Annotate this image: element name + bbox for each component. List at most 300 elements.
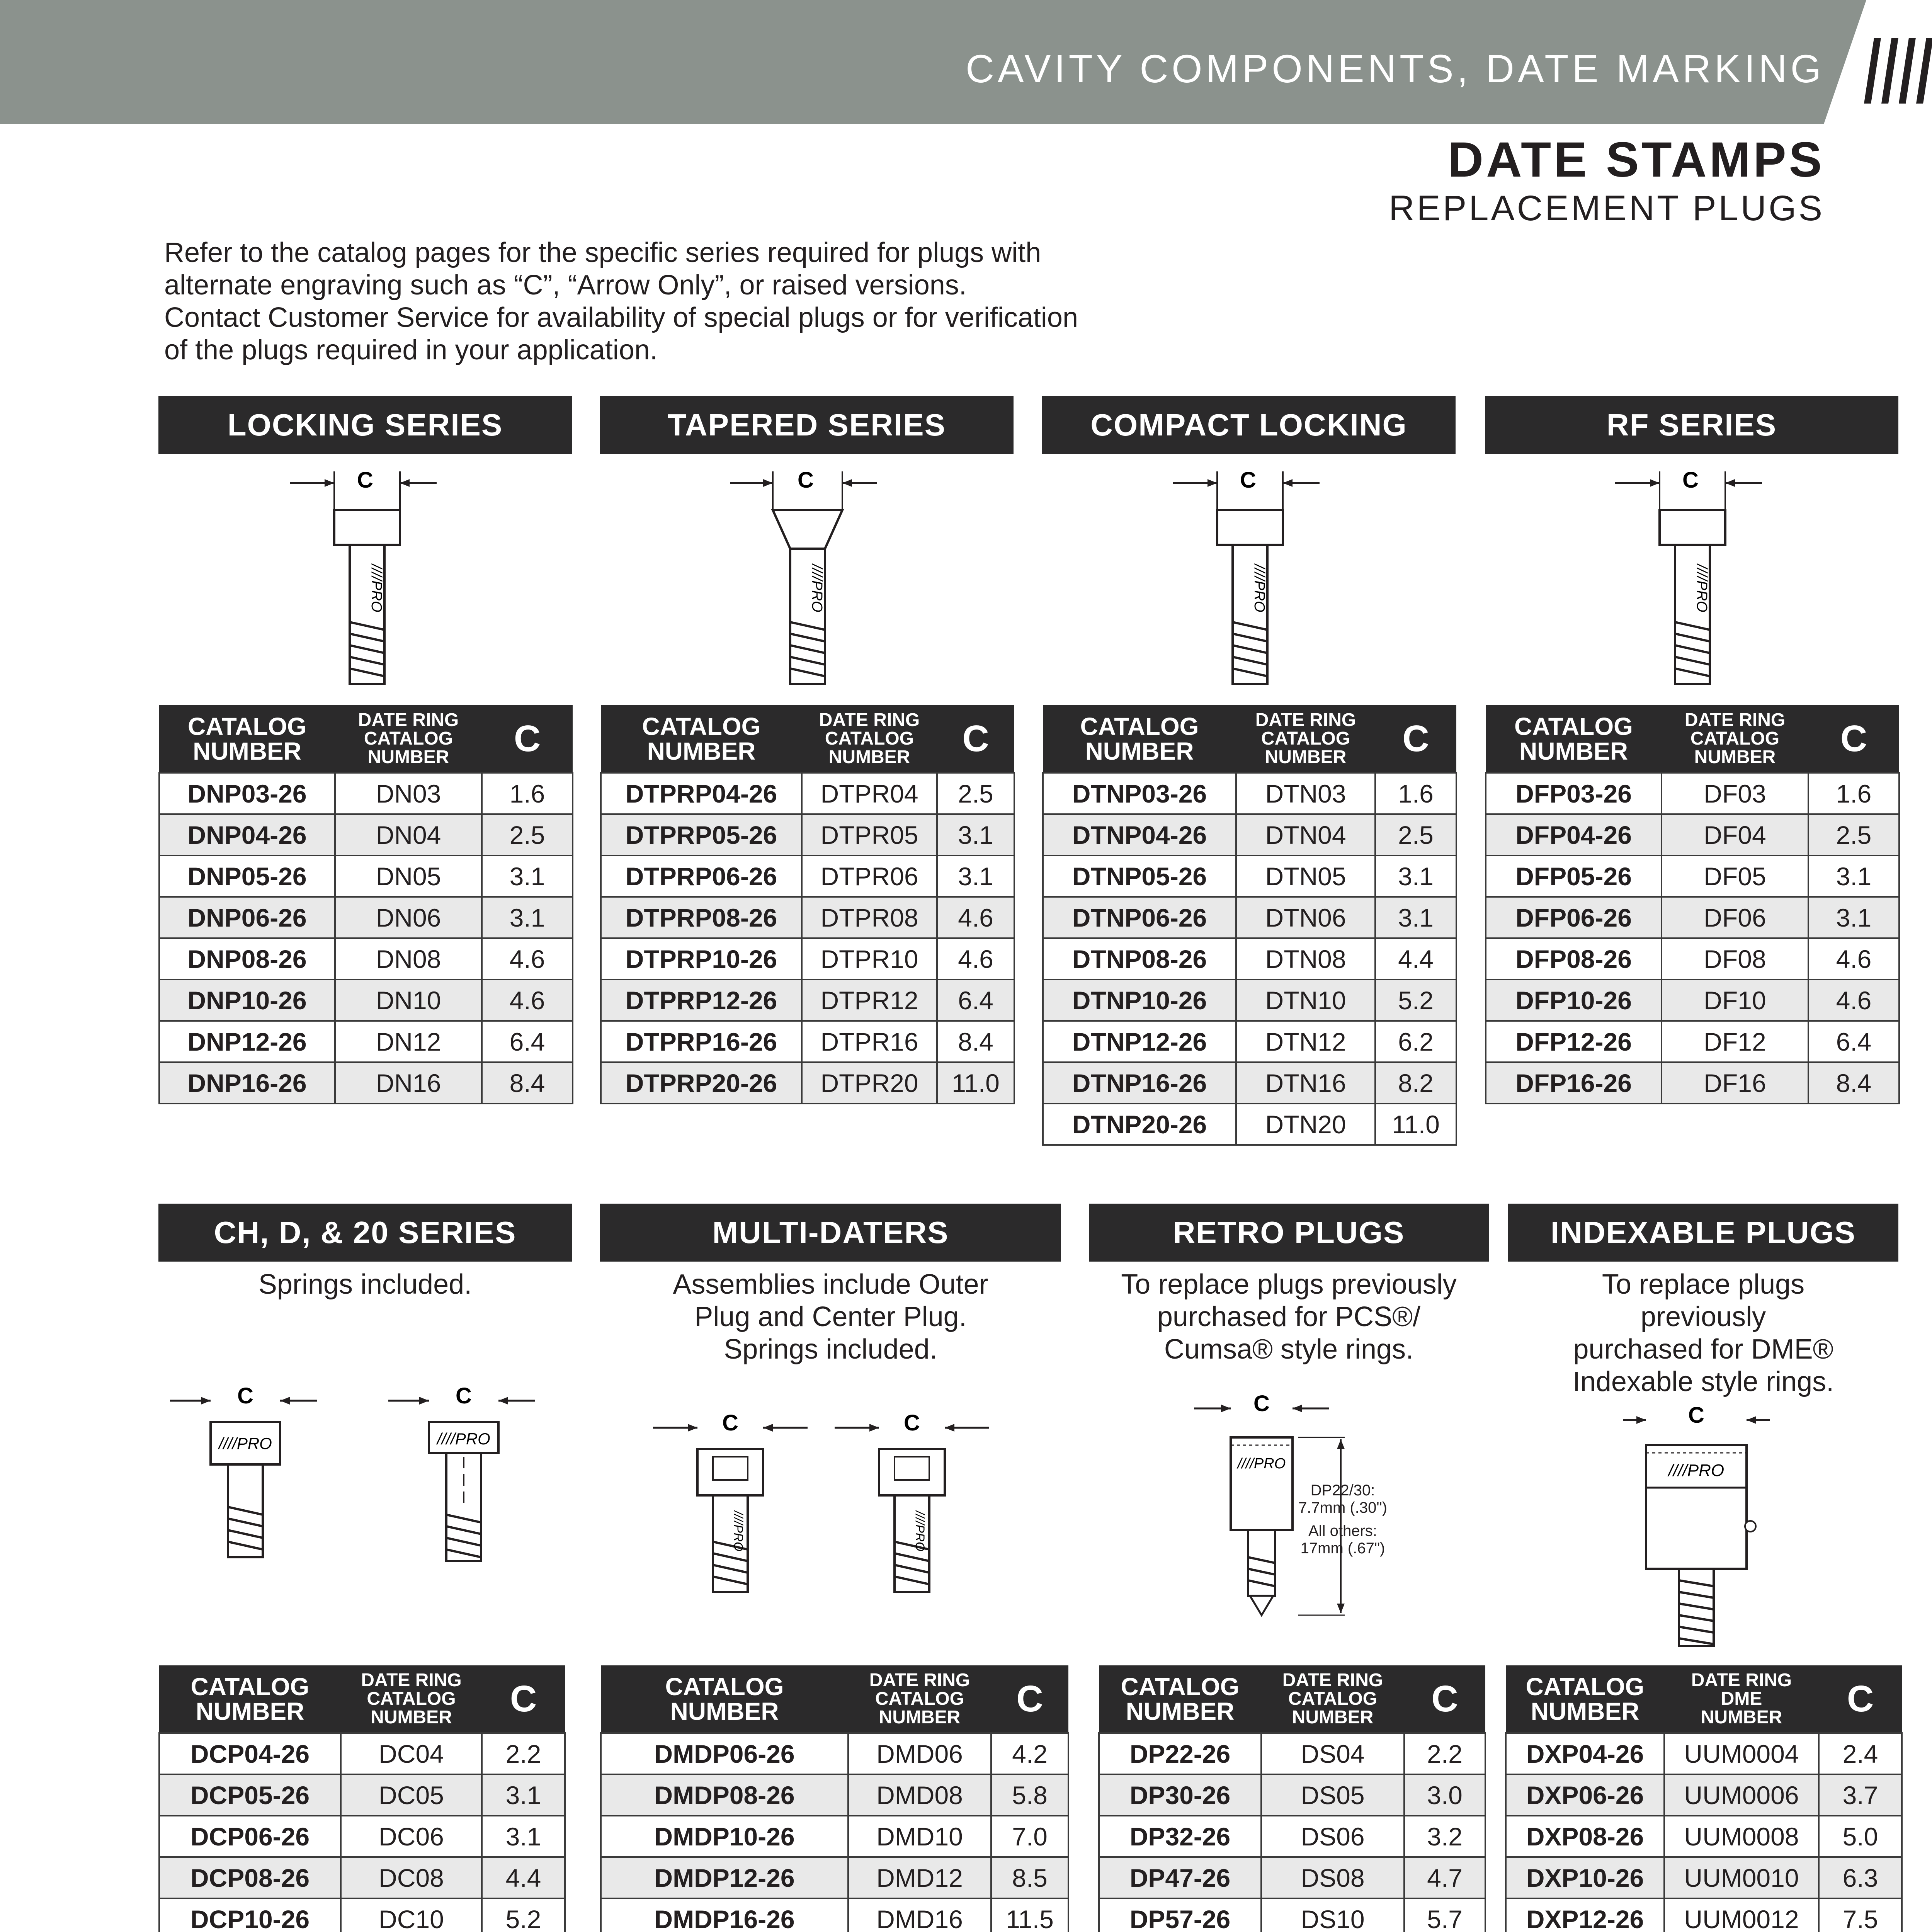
catalog-number-cell: DMDP08-26 xyxy=(601,1774,848,1816)
table-row xyxy=(601,1062,1014,1104)
col-catalog-number xyxy=(601,705,802,773)
table-row xyxy=(1043,1062,1456,1104)
col-catalog-number xyxy=(1099,1665,1261,1733)
table-row xyxy=(601,938,1014,980)
c-value-cell: 3.1 xyxy=(1375,855,1456,897)
c-value-cell: 11.0 xyxy=(1375,1104,1456,1145)
table-row xyxy=(1486,980,1899,1021)
catalog-number-cell: DNP10-26 xyxy=(159,980,335,1021)
rf-series-header: RF SERIES xyxy=(1485,396,1898,454)
c-value-cell: 5.2 xyxy=(1375,980,1456,1021)
header-text: NUMBER xyxy=(670,1697,779,1725)
c-value-cell: 8.4 xyxy=(937,1021,1014,1062)
header-text: CATALOG xyxy=(367,1688,456,1709)
header-text: NUMBER xyxy=(1265,747,1347,767)
multi-dater-plug-1 xyxy=(653,1410,808,1592)
multi-dater-plug-diagram xyxy=(641,1406,1028,1607)
c-value-cell: 4.4 xyxy=(1375,938,1456,980)
col-date-ring-number xyxy=(335,705,482,773)
col-c: C xyxy=(1375,705,1456,773)
catalog-number-cell: DTNP05-26 xyxy=(1043,855,1236,897)
date-ring-number-cell: DTPR20 xyxy=(802,1062,937,1104)
catalog-number-cell: DTPRP06-26 xyxy=(601,855,802,897)
header-text: CATALOG xyxy=(188,712,306,740)
col-catalog-number xyxy=(159,705,335,773)
c-value-cell: 6.3 xyxy=(1819,1857,1902,1898)
catalog-number-cell: DFP03-26 xyxy=(1486,773,1662,814)
table-row xyxy=(601,1021,1014,1062)
date-ring-number-cell: DF03 xyxy=(1662,773,1808,814)
date-ring-number-cell: DN08 xyxy=(335,938,482,980)
header-text: CATALOG xyxy=(642,712,761,740)
table-row xyxy=(1486,938,1899,980)
table-header-row xyxy=(1486,705,1899,773)
dimension-c-label: C xyxy=(1688,1403,1704,1428)
ch-series-table xyxy=(158,1665,566,1932)
intro-line: Refer to the catalog pages for the specific series required for plugs with xyxy=(164,237,1041,268)
ch-plug-short xyxy=(170,1383,317,1557)
date-ring-number-cell: DN03 xyxy=(335,773,482,814)
c-value-cell: 5.2 xyxy=(482,1898,565,1932)
catalog-number-cell: DTNP20-26 xyxy=(1043,1104,1236,1145)
header-text: CATALOG xyxy=(825,728,914,749)
catalog-number-cell: DNP16-26 xyxy=(159,1062,335,1104)
header-text: CATALOG xyxy=(1121,1672,1240,1701)
retro-plug-diagram xyxy=(1190,1387,1437,1627)
catalog-number-cell: DCP06-26 xyxy=(159,1816,341,1857)
col-c: C xyxy=(991,1665,1068,1733)
catalog-number-cell: DNP04-26 xyxy=(159,814,335,855)
date-ring-number-cell: DF16 xyxy=(1662,1062,1808,1104)
catalog-number-cell: DP30-26 xyxy=(1099,1774,1261,1816)
note-line: previously xyxy=(1640,1301,1766,1332)
col-date-ring-number xyxy=(848,1665,991,1733)
date-ring-number-cell: DS10 xyxy=(1261,1898,1404,1932)
dimension-c-label: C xyxy=(456,1383,472,1408)
table-row xyxy=(1043,897,1456,938)
table-row xyxy=(1043,1104,1456,1145)
c-value-cell: 7.5 xyxy=(1819,1898,1902,1932)
table-row xyxy=(1506,1857,1902,1898)
retro-plugs-note xyxy=(1089,1268,1489,1366)
date-ring-number-cell: DMD08 xyxy=(848,1774,991,1816)
catalog-number-cell: DFP08-26 xyxy=(1486,938,1662,980)
c-value-cell: 3.1 xyxy=(482,855,573,897)
header-text: DATE RING xyxy=(361,1670,462,1690)
c-value-cell: 8.2 xyxy=(1375,1062,1456,1104)
table-header-row xyxy=(159,1665,565,1733)
header-text: NUMBER xyxy=(828,747,910,767)
header-text: CATALOG xyxy=(1080,712,1199,740)
multi-dater-plug-2 xyxy=(835,1410,989,1592)
table-row xyxy=(1043,814,1456,855)
date-ring-number-cell: DTPR08 xyxy=(802,897,937,938)
dimension-c-label: C xyxy=(237,1383,253,1408)
header-text: NUMBER xyxy=(1519,737,1628,765)
catalog-number-cell: DFP04-26 xyxy=(1486,814,1662,855)
table-header-row xyxy=(1043,705,1456,773)
header-text: CATALOG xyxy=(665,1672,784,1701)
c-value-cell: 3.0 xyxy=(1404,1774,1485,1816)
c-value-cell: 3.1 xyxy=(1808,897,1899,938)
header-text: NUMBER xyxy=(879,1707,961,1728)
indexable-plug-diagram xyxy=(1623,1399,1785,1650)
catalog-number-cell: DXP08-26 xyxy=(1506,1816,1664,1857)
catalog-number-cell: DTPRP05-26 xyxy=(601,814,802,855)
catalog-number-cell: DP57-26 xyxy=(1099,1898,1261,1932)
c-value-cell: 11.5 xyxy=(991,1898,1068,1932)
dimension-c-label: C xyxy=(1253,1391,1270,1416)
date-ring-number-cell: DTPR06 xyxy=(802,855,937,897)
header-text: CATALOG xyxy=(364,728,453,749)
c-value-cell: 1.6 xyxy=(1375,773,1456,814)
c-value-cell: 7.0 xyxy=(991,1816,1068,1857)
col-c: C xyxy=(482,705,573,773)
table-row xyxy=(159,1898,565,1932)
table-row xyxy=(1486,855,1899,897)
catalog-number-cell: DTNP16-26 xyxy=(1043,1062,1236,1104)
date-ring-number-cell: DF04 xyxy=(1662,814,1808,855)
catalog-number-cell: DTPRP10-26 xyxy=(601,938,802,980)
pro-marking: ////PRO xyxy=(368,564,384,612)
c-value-cell: 6.4 xyxy=(482,1021,573,1062)
page-title: DATE STAMPS xyxy=(1447,132,1825,187)
c-value-cell: 5.0 xyxy=(1819,1816,1902,1857)
date-ring-number-cell: DTN06 xyxy=(1236,897,1375,938)
pro-marking: ////PRO xyxy=(809,564,825,612)
col-c: C xyxy=(937,705,1014,773)
col-catalog-number xyxy=(159,1665,341,1733)
table-row xyxy=(1099,1774,1485,1816)
table-row xyxy=(1486,773,1899,814)
header-text: DATE RING xyxy=(1255,709,1356,730)
table-row xyxy=(159,1774,565,1816)
date-ring-number-cell: DN12 xyxy=(335,1021,482,1062)
table-row xyxy=(1486,814,1899,855)
table-row xyxy=(159,938,573,980)
c-value-cell: 4.4 xyxy=(482,1857,565,1898)
header-text: NUMBER xyxy=(647,737,756,765)
pro-marking: ////PRO xyxy=(1668,1461,1725,1480)
date-ring-number-cell: DF05 xyxy=(1662,855,1808,897)
note-line: Indexable style rings. xyxy=(1572,1366,1834,1397)
table-header-row xyxy=(1506,1665,1902,1733)
table-row xyxy=(1486,897,1899,938)
ch-series-note xyxy=(158,1268,572,1301)
table-row xyxy=(1506,1816,1902,1857)
c-value-cell: 3.1 xyxy=(482,1816,565,1857)
catalog-number-cell: DCP04-26 xyxy=(159,1733,341,1774)
table-row xyxy=(159,773,573,814)
c-value-cell: 8.4 xyxy=(482,1062,573,1104)
table-row xyxy=(159,980,573,1021)
date-ring-number-cell: UUM0004 xyxy=(1664,1733,1819,1774)
col-c: C xyxy=(1404,1665,1485,1733)
catalog-number-cell: DMDP10-26 xyxy=(601,1816,848,1857)
header-text: DATE RING xyxy=(358,709,459,730)
date-ring-number-cell: DTPR04 xyxy=(802,773,937,814)
catalog-number-cell: DCP10-26 xyxy=(159,1898,341,1932)
c-value-cell: 6.2 xyxy=(1375,1021,1456,1062)
col-date-ring-number xyxy=(1236,705,1375,773)
date-ring-number-cell: DTPR05 xyxy=(802,814,937,855)
header-text: DATE RING xyxy=(1282,1670,1383,1690)
pro-marking: ////PRO xyxy=(913,1511,927,1551)
header-text: DATE RING xyxy=(1684,709,1786,730)
c-value-cell: 4.6 xyxy=(482,980,573,1021)
note-line: Plug and Center Plug. xyxy=(694,1301,967,1332)
table-row xyxy=(159,1733,565,1774)
c-value-cell: 6.4 xyxy=(1808,1021,1899,1062)
c-value-cell: 2.2 xyxy=(1404,1733,1485,1774)
table-row xyxy=(1043,1021,1456,1062)
note-line: purchased for DME® xyxy=(1573,1334,1833,1365)
catalog-number-cell: DTNP04-26 xyxy=(1043,814,1236,855)
date-ring-number-cell: UUM0008 xyxy=(1664,1816,1819,1857)
catalog-number-cell: DTNP10-26 xyxy=(1043,980,1236,1021)
table-header-row xyxy=(1099,1665,1485,1733)
date-ring-number-cell: DS08 xyxy=(1261,1857,1404,1898)
c-value-cell: 3.7 xyxy=(1819,1774,1902,1816)
banner-title: CAVITY COMPONENTS, DATE MARKING xyxy=(966,47,1825,91)
compact-locking-table xyxy=(1042,705,1457,1146)
catalog-number-cell: DTPRP08-26 xyxy=(601,897,802,938)
catalog-number-cell: DXP10-26 xyxy=(1506,1857,1664,1898)
date-ring-number-cell: DS04 xyxy=(1261,1733,1404,1774)
catalog-number-cell: DFP10-26 xyxy=(1486,980,1662,1021)
c-value-cell: 4.6 xyxy=(1808,980,1899,1021)
pro-marking: ////PRO xyxy=(1251,564,1267,612)
date-ring-number-cell: DC04 xyxy=(341,1733,482,1774)
c-value-cell: 1.6 xyxy=(482,773,573,814)
page-subtitle: REPLACEMENT PLUGS xyxy=(1389,189,1825,228)
col-c: C xyxy=(1819,1665,1902,1733)
table-row xyxy=(601,814,1014,855)
catalog-number-cell: DP22-26 xyxy=(1099,1733,1261,1774)
table-row xyxy=(159,1816,565,1857)
dimension-c-label: C xyxy=(904,1410,920,1435)
header-text: CATALOG xyxy=(190,1672,310,1701)
ch-series-header: CH, D, & 20 SERIES xyxy=(158,1204,572,1262)
col-date-ring-number xyxy=(341,1665,482,1733)
header-text: NUMBER xyxy=(1292,1707,1374,1728)
dimension-c-label: C xyxy=(722,1410,738,1435)
table-row xyxy=(1506,1774,1902,1816)
dimension-c-label: C xyxy=(1240,468,1256,493)
indexable-plugs-header: INDEXABLE PLUGS xyxy=(1508,1204,1898,1262)
date-ring-number-cell: DN05 xyxy=(335,855,482,897)
table-row xyxy=(159,855,573,897)
c-value-cell: 4.2 xyxy=(991,1733,1068,1774)
date-ring-number-cell: DC05 xyxy=(341,1774,482,1816)
retro-plugs-header: RETRO PLUGS xyxy=(1089,1204,1489,1262)
header-text: CATALOG xyxy=(1514,712,1633,740)
catalog-number-cell: DMDP06-26 xyxy=(601,1733,848,1774)
table-row xyxy=(159,1857,565,1898)
c-value-cell: 2.4 xyxy=(1819,1733,1902,1774)
header-text: DATE RING xyxy=(819,709,920,730)
multi-daters-header: MULTI-DATERS xyxy=(600,1204,1061,1262)
ch-plug-long xyxy=(388,1383,535,1561)
catalog-number-cell: DNP05-26 xyxy=(159,855,335,897)
date-ring-number-cell: DF08 xyxy=(1662,938,1808,980)
dimension-c-label: C xyxy=(357,468,373,493)
col-catalog-number xyxy=(601,1665,848,1733)
c-value-cell: 5.8 xyxy=(991,1774,1068,1816)
table-row xyxy=(601,855,1014,897)
date-ring-number-cell: DC06 xyxy=(341,1816,482,1857)
header-text: NUMBER xyxy=(196,1697,304,1725)
col-date-ring-number xyxy=(802,705,937,773)
c-value-cell: 1.6 xyxy=(1808,773,1899,814)
table-row xyxy=(601,1816,1068,1857)
date-ring-number-cell: UUM0012 xyxy=(1664,1898,1819,1932)
catalog-number-cell: DP47-26 xyxy=(1099,1857,1261,1898)
table-row xyxy=(159,814,573,855)
c-value-cell: 4.6 xyxy=(937,938,1014,980)
locking-plug-diagram xyxy=(282,460,444,692)
table-row xyxy=(1506,1898,1902,1932)
date-ring-number-cell: DS06 xyxy=(1261,1816,1404,1857)
catalog-number-cell: DMDP16-26 xyxy=(601,1898,848,1932)
catalog-number-cell: DCP05-26 xyxy=(159,1774,341,1816)
note-line: To replace plugs previously xyxy=(1121,1269,1457,1300)
note-line: Springs included. xyxy=(724,1334,937,1365)
c-value-cell: 8.4 xyxy=(1808,1062,1899,1104)
catalog-number-cell: DNP03-26 xyxy=(159,773,335,814)
date-ring-number-cell: DTPR16 xyxy=(802,1021,937,1062)
date-ring-number-cell: DC08 xyxy=(341,1857,482,1898)
col-catalog-number xyxy=(1043,705,1236,773)
header-text: NUMBER xyxy=(1085,737,1194,765)
table-row xyxy=(1099,1733,1485,1774)
date-ring-number-cell: DMD06 xyxy=(848,1733,991,1774)
date-ring-number-cell: DTN03 xyxy=(1236,773,1375,814)
date-ring-number-cell: DN06 xyxy=(335,897,482,938)
c-value-cell: 2.2 xyxy=(482,1733,565,1774)
retro-dim-label: DP22/30: xyxy=(1310,1482,1375,1499)
header-text: NUMBER xyxy=(193,737,301,765)
catalog-number-cell: DXP12-26 xyxy=(1506,1898,1664,1932)
table-row xyxy=(601,897,1014,938)
date-ring-number-cell: DF12 xyxy=(1662,1021,1808,1062)
note-line: To replace plugs xyxy=(1602,1269,1805,1300)
c-value-cell: 3.1 xyxy=(937,814,1014,855)
catalog-number-cell: DTNP12-26 xyxy=(1043,1021,1236,1062)
header-text: NUMBER xyxy=(1694,747,1776,767)
pro-marking: ////PRO xyxy=(437,1430,490,1448)
catalog-number-cell: DTNP06-26 xyxy=(1043,897,1236,938)
catalog-number-cell: DFP16-26 xyxy=(1486,1062,1662,1104)
col-date-ring-number xyxy=(1261,1665,1404,1733)
intro-line: Contact Customer Service for availability of special plugs or for verification xyxy=(164,302,1078,333)
date-ring-number-cell: DTN12 xyxy=(1236,1021,1375,1062)
compact-locking-header: COMPACT LOCKING xyxy=(1042,396,1456,454)
table-row xyxy=(1099,1816,1485,1857)
multi-daters-note xyxy=(600,1268,1061,1366)
header-text: CATALOG xyxy=(1526,1672,1645,1701)
catalog-number-cell: DXP04-26 xyxy=(1506,1733,1664,1774)
c-value-cell: 3.1 xyxy=(1808,855,1899,897)
col-date-ring-dme-number xyxy=(1664,1665,1819,1733)
ch-series-plug-diagram xyxy=(162,1379,568,1580)
table-row xyxy=(1043,773,1456,814)
date-ring-number-cell: DTN05 xyxy=(1236,855,1375,897)
c-value-cell: 2.5 xyxy=(1375,814,1456,855)
header-text: CATALOG xyxy=(1690,728,1780,749)
note-line: Springs included. xyxy=(258,1269,472,1300)
c-value-cell: 6.4 xyxy=(937,980,1014,1021)
header-text: NUMBER xyxy=(367,747,449,767)
header-text: DATE RING xyxy=(1691,1670,1792,1690)
intro-line: of the plugs required in your application. xyxy=(164,335,658,366)
catalog-number-cell: DTPRP20-26 xyxy=(601,1062,802,1104)
c-value-cell: 4.6 xyxy=(482,938,573,980)
table-row xyxy=(159,1021,573,1062)
catalog-number-cell: DMDP12-26 xyxy=(601,1857,848,1898)
c-value-cell: 3.1 xyxy=(1375,897,1456,938)
c-value-cell: 3.2 xyxy=(1404,1816,1485,1857)
brand-stripes-icon xyxy=(1862,34,1932,107)
catalog-number-cell: DFP12-26 xyxy=(1486,1021,1662,1062)
table-row xyxy=(1043,855,1456,897)
catalog-number-cell: DNP06-26 xyxy=(159,897,335,938)
date-ring-number-cell: UUM0010 xyxy=(1664,1857,1819,1898)
note-line: Assemblies include Outer xyxy=(673,1269,988,1300)
header-text: CATALOG xyxy=(1288,1688,1378,1709)
date-ring-number-cell: DS05 xyxy=(1261,1774,1404,1816)
table-row xyxy=(601,1898,1068,1932)
col-c: C xyxy=(482,1665,565,1733)
header-text: CATALOG xyxy=(875,1688,964,1709)
catalog-number-cell: DFP05-26 xyxy=(1486,855,1662,897)
date-ring-number-cell: DN16 xyxy=(335,1062,482,1104)
catalog-number-cell: DTPRP04-26 xyxy=(601,773,802,814)
c-value-cell: 4.6 xyxy=(1808,938,1899,980)
table-row xyxy=(601,980,1014,1021)
date-ring-number-cell: DF10 xyxy=(1662,980,1808,1021)
locking-series-header: LOCKING SERIES xyxy=(158,396,572,454)
c-value-cell: 2.5 xyxy=(482,814,573,855)
retro-dim-label: 17mm (.67") xyxy=(1300,1540,1385,1557)
date-ring-number-cell: DN10 xyxy=(335,980,482,1021)
table-row xyxy=(1099,1857,1485,1898)
header-text: NUMBER xyxy=(1701,1707,1782,1728)
table-row xyxy=(601,1857,1068,1898)
dimension-c-label: C xyxy=(1682,468,1699,493)
pro-marking: ////PRO xyxy=(1694,564,1710,612)
table-row xyxy=(159,897,573,938)
header-text: NUMBER xyxy=(1126,1697,1235,1725)
date-ring-number-cell: DTN20 xyxy=(1236,1104,1375,1145)
catalog-number-cell: DNP08-26 xyxy=(159,938,335,980)
header-text: DATE RING xyxy=(869,1670,970,1690)
c-value-cell: 2.5 xyxy=(937,773,1014,814)
col-date-ring-number xyxy=(1662,705,1808,773)
table-row xyxy=(1099,1898,1485,1932)
c-value-cell: 4.7 xyxy=(1404,1857,1485,1898)
catalog-number-cell: DCP08-26 xyxy=(159,1857,341,1898)
col-c: C xyxy=(1808,705,1899,773)
dimension-c-label: C xyxy=(798,468,814,493)
table-row xyxy=(1043,980,1456,1021)
table-row xyxy=(601,773,1014,814)
date-ring-number-cell: DTN08 xyxy=(1236,938,1375,980)
header-text: CATALOG xyxy=(1261,728,1350,749)
catalog-number-cell: DTNP03-26 xyxy=(1043,773,1236,814)
c-value-cell: 5.7 xyxy=(1404,1898,1485,1932)
rf-plug-diagram xyxy=(1607,460,1770,692)
